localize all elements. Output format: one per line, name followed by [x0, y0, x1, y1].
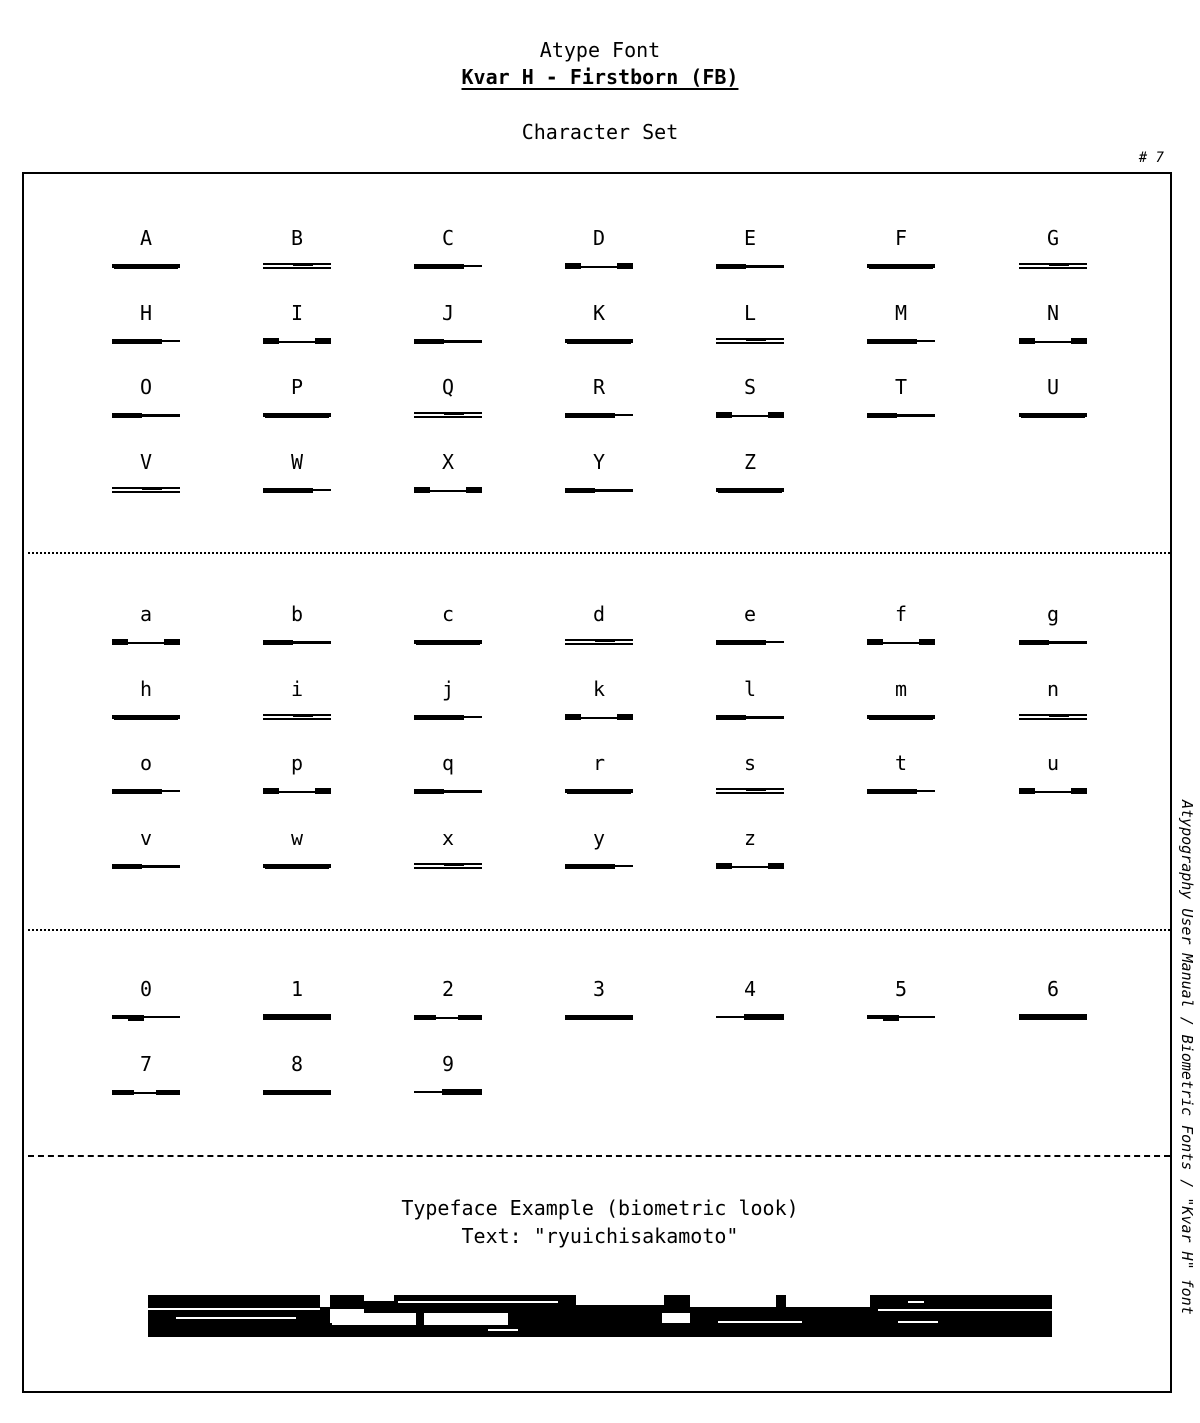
glyph-cell	[559, 977, 639, 1021]
glyph-cell	[710, 602, 790, 646]
glyph-cell	[408, 751, 488, 795]
glyph-biometric-bar	[112, 787, 180, 795]
glyph-cell	[257, 1052, 337, 1096]
glyph-cell	[106, 301, 186, 345]
glyph-cell	[408, 450, 488, 494]
glyph-biometric-bar	[716, 862, 784, 870]
glyph-biometric-bar	[112, 638, 180, 646]
glyph-label: R	[592, 375, 606, 399]
glyph-biometric-bar	[414, 1088, 482, 1096]
glyph-cell	[408, 1052, 488, 1096]
glyph-cell	[861, 301, 941, 345]
glyph-cell	[408, 301, 488, 345]
glyph-biometric-bar	[414, 486, 482, 494]
glyph-biometric-bar	[112, 337, 180, 345]
glyph-label: Y	[592, 449, 606, 474]
glyph-cell	[257, 375, 337, 419]
glyph-label: K	[592, 300, 606, 325]
glyph-label: b	[290, 602, 304, 626]
glyph-biometric-bar	[565, 713, 633, 721]
glyph-cell	[106, 226, 186, 270]
glyph-biometric-bar	[867, 262, 935, 270]
glyph-cell	[1013, 977, 1093, 1021]
glyph-biometric-bar	[112, 411, 180, 419]
glyph-biometric-bar	[414, 337, 482, 345]
glyph-biometric-bar	[263, 787, 331, 795]
glyph-cell	[861, 375, 941, 419]
glyph-label: Q	[441, 375, 455, 399]
glyph-biometric-bar	[716, 638, 784, 646]
glyph-biometric-bar	[263, 638, 331, 646]
glyph-biometric-bar	[263, 411, 331, 419]
glyph-label: x	[441, 825, 455, 850]
glyph-biometric-bar	[414, 1013, 482, 1021]
glyph-cell	[1013, 226, 1093, 270]
glyph-label: w	[290, 825, 304, 850]
glyph-cell	[257, 450, 337, 494]
dashed-divider	[28, 1155, 1170, 1157]
glyph-cell	[710, 751, 790, 795]
glyph-biometric-bar	[263, 262, 331, 270]
glyph-cell	[861, 677, 941, 721]
glyph-cell	[710, 826, 790, 870]
glyph-biometric-bar	[867, 713, 935, 721]
glyph-label: 2	[441, 977, 455, 1001]
glyph-label: C	[441, 226, 455, 250]
glyph-label: B	[290, 226, 304, 250]
glyph-label: z	[743, 825, 757, 850]
glyph-label: i	[290, 676, 304, 701]
glyph-cell	[559, 450, 639, 494]
dotted-divider	[28, 929, 1170, 931]
glyph-label: I	[290, 300, 304, 325]
glyph-cell	[861, 226, 941, 270]
glyph-cell	[408, 677, 488, 721]
glyph-cell	[861, 602, 941, 646]
glyph-label: m	[894, 676, 908, 701]
glyph-biometric-bar	[716, 1013, 784, 1021]
glyph-label: O	[139, 375, 153, 399]
glyph-label: l	[743, 676, 757, 701]
glyph-cell	[257, 677, 337, 721]
glyph-label: X	[441, 449, 455, 474]
glyph-biometric-bar	[263, 862, 331, 870]
glyph-label: u	[1046, 751, 1060, 775]
glyph-label: A	[139, 226, 153, 250]
glyph-biometric-bar	[263, 713, 331, 721]
glyph-label: P	[290, 375, 304, 399]
glyph-cell	[1013, 751, 1093, 795]
glyph-label: y	[592, 825, 606, 850]
glyph-label: U	[1046, 375, 1060, 399]
glyph-cell	[1013, 301, 1093, 345]
glyph-biometric-bar	[867, 638, 935, 646]
glyph-cell	[559, 301, 639, 345]
glyph-label: T	[894, 375, 908, 399]
glyph-cell	[257, 226, 337, 270]
glyph-label: 4	[743, 977, 757, 1001]
glyph-biometric-bar	[112, 1013, 180, 1021]
glyph-biometric-bar	[565, 337, 633, 345]
glyph-biometric-bar	[565, 638, 633, 646]
glyph-label: Z	[743, 449, 757, 474]
glyph-label: 8	[290, 1051, 304, 1076]
glyph-cell	[1013, 375, 1093, 419]
glyph-cell	[1013, 602, 1093, 646]
glyph-biometric-bar	[565, 787, 633, 795]
glyph-label: v	[139, 825, 153, 850]
glyph-label: D	[592, 226, 606, 250]
glyph-label: F	[894, 226, 908, 250]
glyph-cell	[710, 375, 790, 419]
glyph-cell	[710, 450, 790, 494]
glyph-biometric-bar	[112, 862, 180, 870]
glyph-cell	[408, 226, 488, 270]
glyph-cell	[106, 602, 186, 646]
glyph-label: 0	[139, 977, 153, 1001]
glyph-cell	[710, 677, 790, 721]
glyph-biometric-bar	[565, 1013, 633, 1021]
glyph-label: s	[743, 751, 757, 775]
page-number: # 7	[1138, 150, 1164, 166]
glyph-biometric-bar	[263, 337, 331, 345]
glyph-cell	[559, 226, 639, 270]
glyph-biometric-bar	[263, 1088, 331, 1096]
glyph-label: g	[1046, 602, 1060, 626]
glyph-biometric-bar	[414, 787, 482, 795]
glyph-label: V	[139, 449, 153, 474]
glyph-cell	[106, 1052, 186, 1096]
brand-title: Atype Font	[539, 38, 661, 62]
glyph-cell	[408, 375, 488, 419]
glyph-biometric-bar	[1019, 411, 1087, 419]
glyph-biometric-bar	[1019, 1013, 1087, 1021]
glyph-biometric-bar	[867, 787, 935, 795]
glyph-biometric-bar	[414, 862, 482, 870]
glyph-biometric-bar	[716, 262, 784, 270]
glyph-biometric-bar	[1019, 638, 1087, 646]
glyph-biometric-bar	[414, 262, 482, 270]
glyph-cell	[408, 977, 488, 1021]
glyph-cell	[559, 602, 639, 646]
side-caption: Atypography User Manual / Biometric Fonts / "Kvar H" font	[1178, 800, 1196, 1315]
section-title: Character Set	[521, 120, 679, 144]
glyph-biometric-bar	[1019, 713, 1087, 721]
glyph-label: e	[743, 602, 757, 626]
glyph-biometric-bar	[112, 486, 180, 494]
glyph-biometric-bar	[414, 638, 482, 646]
glyph-biometric-bar	[565, 262, 633, 270]
glyph-cell	[559, 677, 639, 721]
glyph-cell	[559, 751, 639, 795]
glyph-label: h	[139, 676, 153, 701]
glyph-cell	[861, 977, 941, 1021]
glyph-cell	[257, 977, 337, 1021]
glyph-biometric-bar	[716, 787, 784, 795]
glyph-biometric-bar	[716, 411, 784, 419]
font-name-heading	[0, 65, 1200, 89]
glyph-label: H	[139, 300, 153, 325]
dotted-divider	[28, 552, 1170, 554]
glyph-label: f	[894, 602, 908, 626]
glyph-biometric-bar	[716, 337, 784, 345]
glyph-label: d	[592, 602, 606, 626]
glyph-biometric-bar	[565, 411, 633, 419]
glyph-cell	[257, 751, 337, 795]
glyph-cell	[106, 375, 186, 419]
glyph-biometric-bar	[112, 262, 180, 270]
glyph-label: 9	[441, 1051, 455, 1076]
glyph-label: r	[592, 751, 606, 775]
glyph-cell	[710, 226, 790, 270]
glyph-biometric-bar	[1019, 337, 1087, 345]
glyph-cell	[106, 977, 186, 1021]
glyph-label: L	[743, 300, 757, 325]
glyph-label: j	[441, 676, 455, 701]
glyph-label: q	[441, 751, 455, 775]
glyph-biometric-bar	[565, 862, 633, 870]
glyph-label: c	[441, 602, 455, 626]
glyph-label: 7	[139, 1051, 153, 1076]
glyph-biometric-bar	[263, 1013, 331, 1021]
glyph-cell	[106, 751, 186, 795]
glyph-biometric-bar	[867, 337, 935, 345]
glyph-cell	[257, 826, 337, 870]
example-title: Typeface Example (biometric look)	[401, 1196, 799, 1220]
glyph-label: 1	[290, 977, 304, 1001]
glyph-cell	[559, 375, 639, 419]
glyph-cell	[1013, 677, 1093, 721]
example-text-line: Text: "ryuichisakamoto"	[461, 1224, 739, 1248]
glyph-biometric-bar	[1019, 262, 1087, 270]
glyph-biometric-bar	[565, 486, 633, 494]
glyph-biometric-bar	[112, 713, 180, 721]
glyph-label: p	[290, 751, 304, 775]
glyph-label: o	[139, 751, 153, 775]
biometric-sample-rendering	[148, 1295, 1052, 1337]
glyph-biometric-bar	[1019, 787, 1087, 795]
glyph-label: N	[1046, 300, 1060, 325]
glyph-cell	[710, 977, 790, 1021]
glyph-cell	[710, 301, 790, 345]
glyph-label: t	[894, 751, 908, 775]
glyph-label: S	[743, 375, 757, 399]
glyph-label: J	[441, 300, 455, 325]
glyph-label: 5	[894, 977, 908, 1001]
glyph-cell	[106, 826, 186, 870]
font-name-text: Kvar H - Firstborn (FB)	[461, 65, 739, 89]
glyph-biometric-bar	[414, 713, 482, 721]
glyph-label: n	[1046, 676, 1060, 701]
glyph-cell	[106, 677, 186, 721]
glyph-label: E	[743, 226, 757, 250]
glyph-label: a	[139, 602, 153, 626]
glyph-cell	[559, 826, 639, 870]
glyph-label: 3	[592, 977, 606, 1001]
glyph-biometric-bar	[414, 411, 482, 419]
glyph-label: W	[290, 449, 304, 474]
glyph-label: k	[592, 676, 606, 701]
glyph-biometric-bar	[716, 486, 784, 494]
glyph-cell	[861, 751, 941, 795]
glyph-biometric-bar	[716, 713, 784, 721]
glyph-cell	[408, 602, 488, 646]
glyph-biometric-bar	[867, 1013, 935, 1021]
glyph-label: G	[1046, 226, 1060, 250]
glyph-biometric-bar	[112, 1088, 180, 1096]
glyph-cell	[408, 826, 488, 870]
glyph-biometric-bar	[867, 411, 935, 419]
typeface-example-caption	[0, 1194, 1200, 1250]
glyph-cell	[257, 602, 337, 646]
glyph-cell	[106, 450, 186, 494]
glyph-cell	[257, 301, 337, 345]
glyph-label: M	[894, 300, 908, 325]
glyph-label: 6	[1046, 977, 1060, 1001]
glyph-biometric-bar	[263, 486, 331, 494]
